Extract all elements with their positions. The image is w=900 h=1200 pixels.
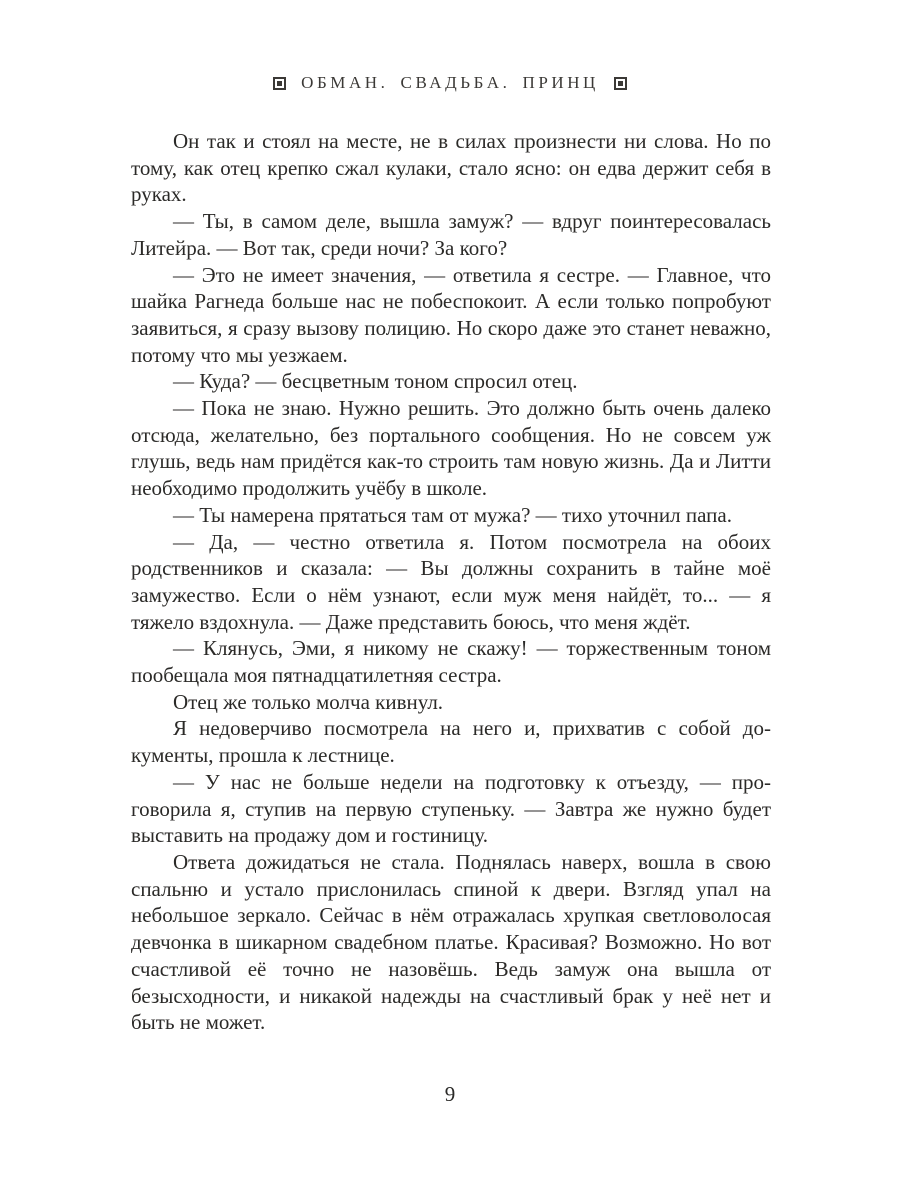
- paragraph: — Это не имеет значения, — ответила я сестре. — Главное, что шайка Рагнеда больше нас не побеспокоит. А если только попробуют заявиться, я сразу вызову полицию. Но скоро даже это станет неважно, потому что мы уезжаем.: [131, 262, 771, 367]
- paragraph: Я недоверчиво посмотрела на него и, прихватив с собой документы, прошла к лестнице.: [131, 716, 771, 768]
- paragraph: Он так и стоял на месте, не в силах произнести ни слова. Но по тому, как отец крепко сжал кулаки, стало ясно: он едва держит себя в руках.: [131, 129, 771, 207]
- paragraph: — Пока не знаю. Нужно решить. Это должно быть очень далеко отсюда, желательно, без портального сообщения. Но не совсем уж глушь, ведь нам придётся как-то строить там новую жизнь. Да и Литти необходимо продолжить учёбу в школе.: [131, 396, 771, 501]
- paragraph: — У нас не больше недели на подготовку к отъезду, — проговорила я, ступив на первую ступеньку. — Завтра же нужно будет выставить на продажу дом и гостиницу.: [131, 769, 771, 848]
- paragraph: — Клянусь, Эми, я никому не скажу! — торжественным тоном пообещала моя пятнадцатилетняя сестра.: [131, 636, 771, 688]
- page-number: 9: [444, 1082, 456, 1106]
- paragraph: Ответа дожидаться не стала. Поднялась наверх, вошла в свою спальню и устало прислонилась спиной к двери. Взгляд упал на небольшое зеркало. Сейчас в нём отражалась хрупкая светловолосая девчонка в шикарном свадебном платье. Красивая? Возможно. Но вот счастливой её точно не назовёшь. Ведь замуж она вышла от безысходности, и никакой надежды на счастливый брак у неё нет и быть не может.: [131, 849, 771, 1035]
- running-head: [0, 73, 900, 93]
- paragraph: Отец же только молча кивнул.: [173, 689, 444, 714]
- page-text-block: [131, 128, 771, 1036]
- square-ornament-left-icon: [273, 77, 286, 90]
- paragraph: — Куда? — бесцветным тоном спросил отец.: [173, 369, 578, 394]
- paragraph: — Ты намерена прятаться там от мужа? — тихо уточнил папа.: [173, 502, 732, 527]
- paragraph: — Да, — честно ответила я. Потом посмотрела на обоих родственников и сказала: — Вы должны сохранить в тайне моё замужество. Если о нём узнают, если муж меня найдёт, то... — я тяжело вздохнула. — Даже представить боюсь, что меня ждёт.: [131, 529, 771, 634]
- square-ornament-right-icon: [614, 77, 627, 90]
- page-footer: [0, 1082, 900, 1107]
- paragraph: — Ты, в самом деле, вышла замуж? — вдруг поинтересовалась Литейра. — Вот так, среди ночи? За кого?: [131, 209, 771, 260]
- chapter-title: ОБМАН. СВАДЬБА. ПРИНЦ: [301, 73, 599, 92]
